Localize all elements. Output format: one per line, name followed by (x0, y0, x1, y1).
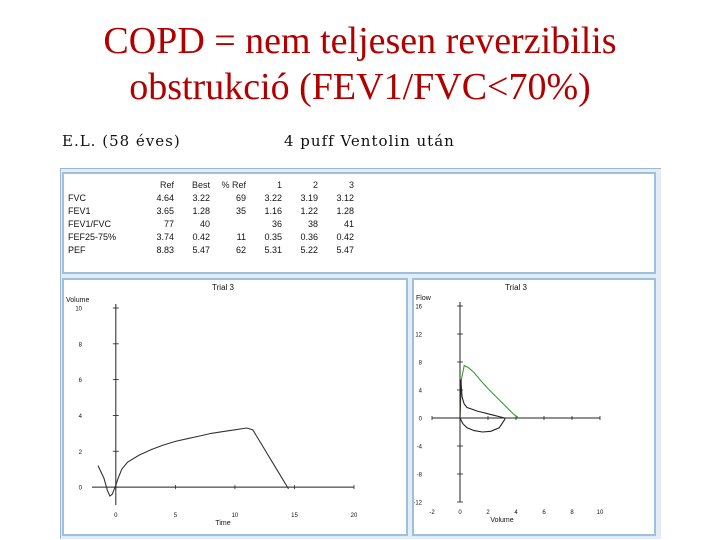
table-cell: 1.28 (336, 205, 354, 216)
table-cell: 5.47 (192, 244, 210, 255)
y-tick-label: 4 (78, 413, 82, 420)
column-header: 3 (348, 179, 354, 190)
y-tick-label: 2 (78, 449, 82, 456)
table-cell: 3.19 (300, 192, 318, 203)
flow-volume-chart (414, 280, 654, 534)
column-header: 1 (276, 179, 282, 190)
table-cell: 11 (236, 231, 246, 242)
table-cell: 3.22 (264, 192, 282, 203)
column-header: % Ref (221, 179, 246, 190)
table-cell: 4.64 (156, 192, 174, 203)
volume-time-chart (64, 280, 406, 534)
y-tick-label: 8 (418, 360, 422, 367)
table-row (68, 204, 354, 217)
table-cell: 5.31 (264, 244, 282, 255)
column-header: 2 (312, 179, 318, 190)
table-cell: 3.12 (336, 192, 354, 203)
table-row (68, 191, 354, 204)
x-tick-label: 6 (542, 510, 546, 516)
table-cell: 0.42 (336, 231, 354, 242)
table-cell: 1.16 (264, 205, 282, 216)
table-cell: 40 (199, 218, 210, 229)
x-axis-label: Volume (490, 517, 514, 524)
x-tick-label: 4 (514, 510, 518, 516)
y-tick-label: 0 (78, 485, 82, 492)
x-tick-label: 2 (486, 510, 490, 516)
y-tick-label: 6 (78, 378, 82, 385)
series-line (98, 428, 289, 496)
x-tick-label: 0 (458, 510, 462, 516)
y-tick-label: 8 (78, 342, 82, 349)
table-cell: FEV1 (68, 205, 91, 216)
volume-time-graph-box (62, 278, 408, 536)
x-tick-label: 10 (231, 513, 239, 519)
table-cell: FEV1/FVC (68, 218, 112, 229)
table-cell: 5.22 (300, 244, 318, 255)
table-cell: 0.42 (192, 231, 210, 242)
x-axis-label: Time (215, 520, 231, 527)
y-tick-label: -8 (416, 472, 422, 479)
table-cell (210, 217, 246, 230)
y-tick-label: -12 (414, 500, 422, 507)
x-tick-label: 10 (596, 510, 604, 516)
table-cell: 1.22 (300, 205, 318, 216)
column-header: Ref (159, 179, 174, 190)
column-header: Best (191, 179, 210, 190)
patient-label: E.L. (58 éves) (62, 132, 181, 150)
table-cell: 3.65 (156, 205, 174, 216)
slide-title-line-1: COPD = nem teljesen reverzibilis (103, 20, 617, 62)
x-tick-label: -2 (429, 510, 435, 516)
y-tick-label: 0 (418, 416, 422, 423)
x-tick-label: 8 (570, 510, 574, 516)
table-cell: FEF25-75% (68, 231, 117, 242)
chart-title: Trial 3 (505, 283, 527, 292)
results-table-header (68, 178, 354, 191)
table-cell: 38 (307, 218, 318, 229)
table-cell: 8.83 (156, 244, 174, 255)
y-tick-label: 16 (415, 304, 422, 311)
results-table (68, 178, 354, 256)
table-cell: 77 (163, 218, 174, 229)
table-cell: 0.35 (264, 231, 282, 242)
table-row (68, 217, 354, 230)
results-table-box (62, 172, 656, 274)
chart-title: Trial 3 (212, 283, 234, 292)
y-tick-label: -4 (416, 444, 422, 451)
x-tick-label: 0 (114, 513, 118, 519)
y-axis-label: Flow (416, 295, 431, 302)
table-row (68, 243, 354, 256)
condition-label: 4 puff Ventolin után (284, 132, 455, 150)
table-cell: 3.74 (156, 231, 174, 242)
table-cell: 0.36 (300, 231, 318, 242)
table-cell: 41 (343, 218, 354, 229)
table-cell: 3.22 (192, 192, 210, 203)
slide-title-line-2: obstrukció (FEV1/FVC<70%) (129, 66, 591, 108)
y-tick-label: 10 (75, 306, 82, 313)
table-cell: PEF (68, 244, 86, 255)
x-tick-label: 15 (291, 513, 298, 519)
flow-volume-graph-box (412, 278, 656, 536)
table-cell: 1.28 (192, 205, 210, 216)
y-tick-label: 12 (415, 332, 422, 339)
x-tick-label: 20 (350, 513, 358, 519)
column-header (68, 178, 138, 191)
table-row (68, 230, 354, 243)
table-cell: 35 (235, 205, 246, 216)
table-cell: FVC (68, 192, 86, 203)
table-cell: 5.47 (336, 244, 354, 255)
table-cell: 69 (235, 192, 246, 203)
x-tick-label: 5 (173, 513, 178, 519)
y-axis-label: Volume (66, 297, 90, 304)
table-cell: 36 (271, 218, 282, 229)
series-line (460, 366, 519, 419)
y-tick-label: 4 (418, 388, 422, 395)
slide-title (0, 18, 720, 110)
table-cell: 62 (235, 244, 246, 255)
series-line (460, 380, 505, 432)
